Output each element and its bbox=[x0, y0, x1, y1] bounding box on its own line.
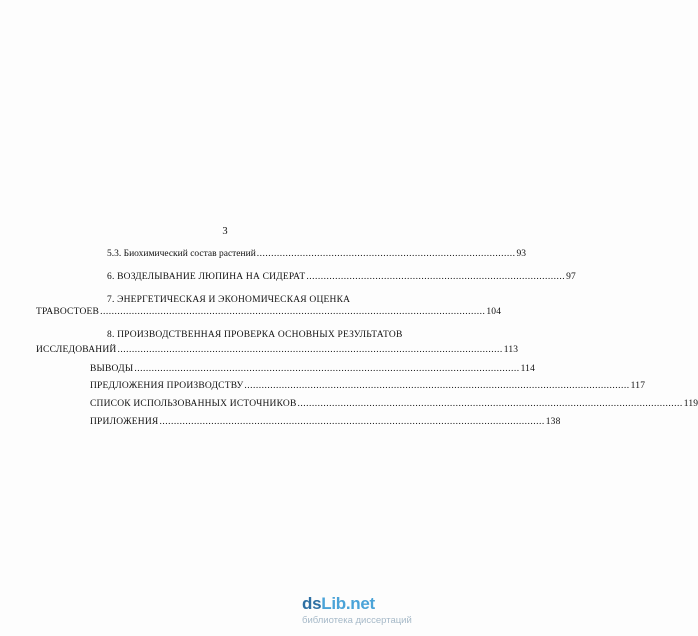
toc-entry-8[interactable] bbox=[107, 329, 407, 341]
toc-leader-dots: ...................................................................................................................................... bbox=[159, 417, 545, 427]
toc-entry-title: 8. ПРОИЗВОДСТВЕННАЯ ПРОВЕРКА ОСНОВНЫХ РЕЗУЛЬТАТОВ bbox=[107, 330, 403, 340]
toc-entry-page: 119 bbox=[683, 399, 698, 409]
watermark-logo-part1: ds bbox=[302, 594, 322, 613]
toc-leader-dots: ...................................................................................................................................... bbox=[244, 381, 630, 391]
toc-entry-title: СПИСОК ИСПОЛЬЗОВАННЫХ ИСТОЧНИКОВ bbox=[90, 399, 297, 409]
toc-entry-5-3[interactable] bbox=[107, 248, 527, 260]
toc-entry-title: 5.3. Биохимический состав растений bbox=[107, 249, 256, 259]
toc-entry-page: 117 bbox=[630, 381, 646, 391]
toc-entry-appendices[interactable] bbox=[90, 416, 561, 428]
toc-entry-proposals[interactable] bbox=[90, 380, 646, 392]
toc-entry-title: 7. ЭНЕРГЕТИЧЕСКАЯ И ЭКОНОМИЧЕСКАЯ ОЦЕНКА bbox=[107, 295, 351, 305]
toc-leader-dots: ...................................................................................................................................... bbox=[100, 307, 486, 317]
toc-entry-title: ПРЕДЛОЖЕНИЯ ПРОИЗВОДСТВУ bbox=[90, 381, 244, 391]
toc-entry-title: ПРИЛОЖЕНИЯ bbox=[90, 417, 159, 427]
toc-leader-dots: ...................................................................................................................................... bbox=[134, 364, 520, 374]
toc-entry-page: 97 bbox=[566, 272, 577, 282]
toc-entry-page: 114 bbox=[520, 364, 536, 374]
watermark-logo bbox=[302, 594, 375, 614]
toc-entry-7[interactable] bbox=[107, 294, 403, 306]
toc-entry-page: 93 bbox=[516, 249, 527, 259]
toc-entry-title: ИССЛЕДОВАНИЙ bbox=[36, 345, 117, 355]
toc-entry-title: ТРАВОСТОЕВ bbox=[36, 307, 100, 317]
toc-entry-references[interactable] bbox=[90, 398, 698, 410]
toc-leader-dots: .......................................................................................... bbox=[256, 249, 516, 259]
toc-leader-dots: ...................................................................................................................................... bbox=[117, 345, 503, 355]
toc-entry-title: ВЫВОДЫ bbox=[90, 364, 134, 374]
watermark-subtitle: библиотека диссертаций bbox=[302, 615, 412, 626]
toc-entry-page: 113 bbox=[503, 345, 519, 355]
toc-entry-page: 104 bbox=[486, 307, 502, 317]
watermark bbox=[302, 594, 438, 628]
toc-entry-8-cont[interactable] bbox=[36, 344, 519, 356]
toc-entry-6[interactable] bbox=[107, 271, 577, 283]
page-number: 3 bbox=[222, 226, 228, 237]
toc-leader-dots: ...................................................................................................................................... bbox=[297, 399, 683, 409]
toc-entry-page: 138 bbox=[545, 417, 561, 427]
toc-entry-7-cont[interactable] bbox=[36, 306, 502, 318]
toc-entry-title: 6. ВОЗДЕЛЫВАНИЕ ЛЮПИНА НА СИДЕРАТ bbox=[107, 272, 306, 282]
toc-entry-conclusions[interactable] bbox=[90, 363, 536, 375]
toc-leader-dots: .......................................................................................... bbox=[306, 272, 566, 282]
watermark-logo-part2: Lib.net bbox=[321, 594, 375, 613]
